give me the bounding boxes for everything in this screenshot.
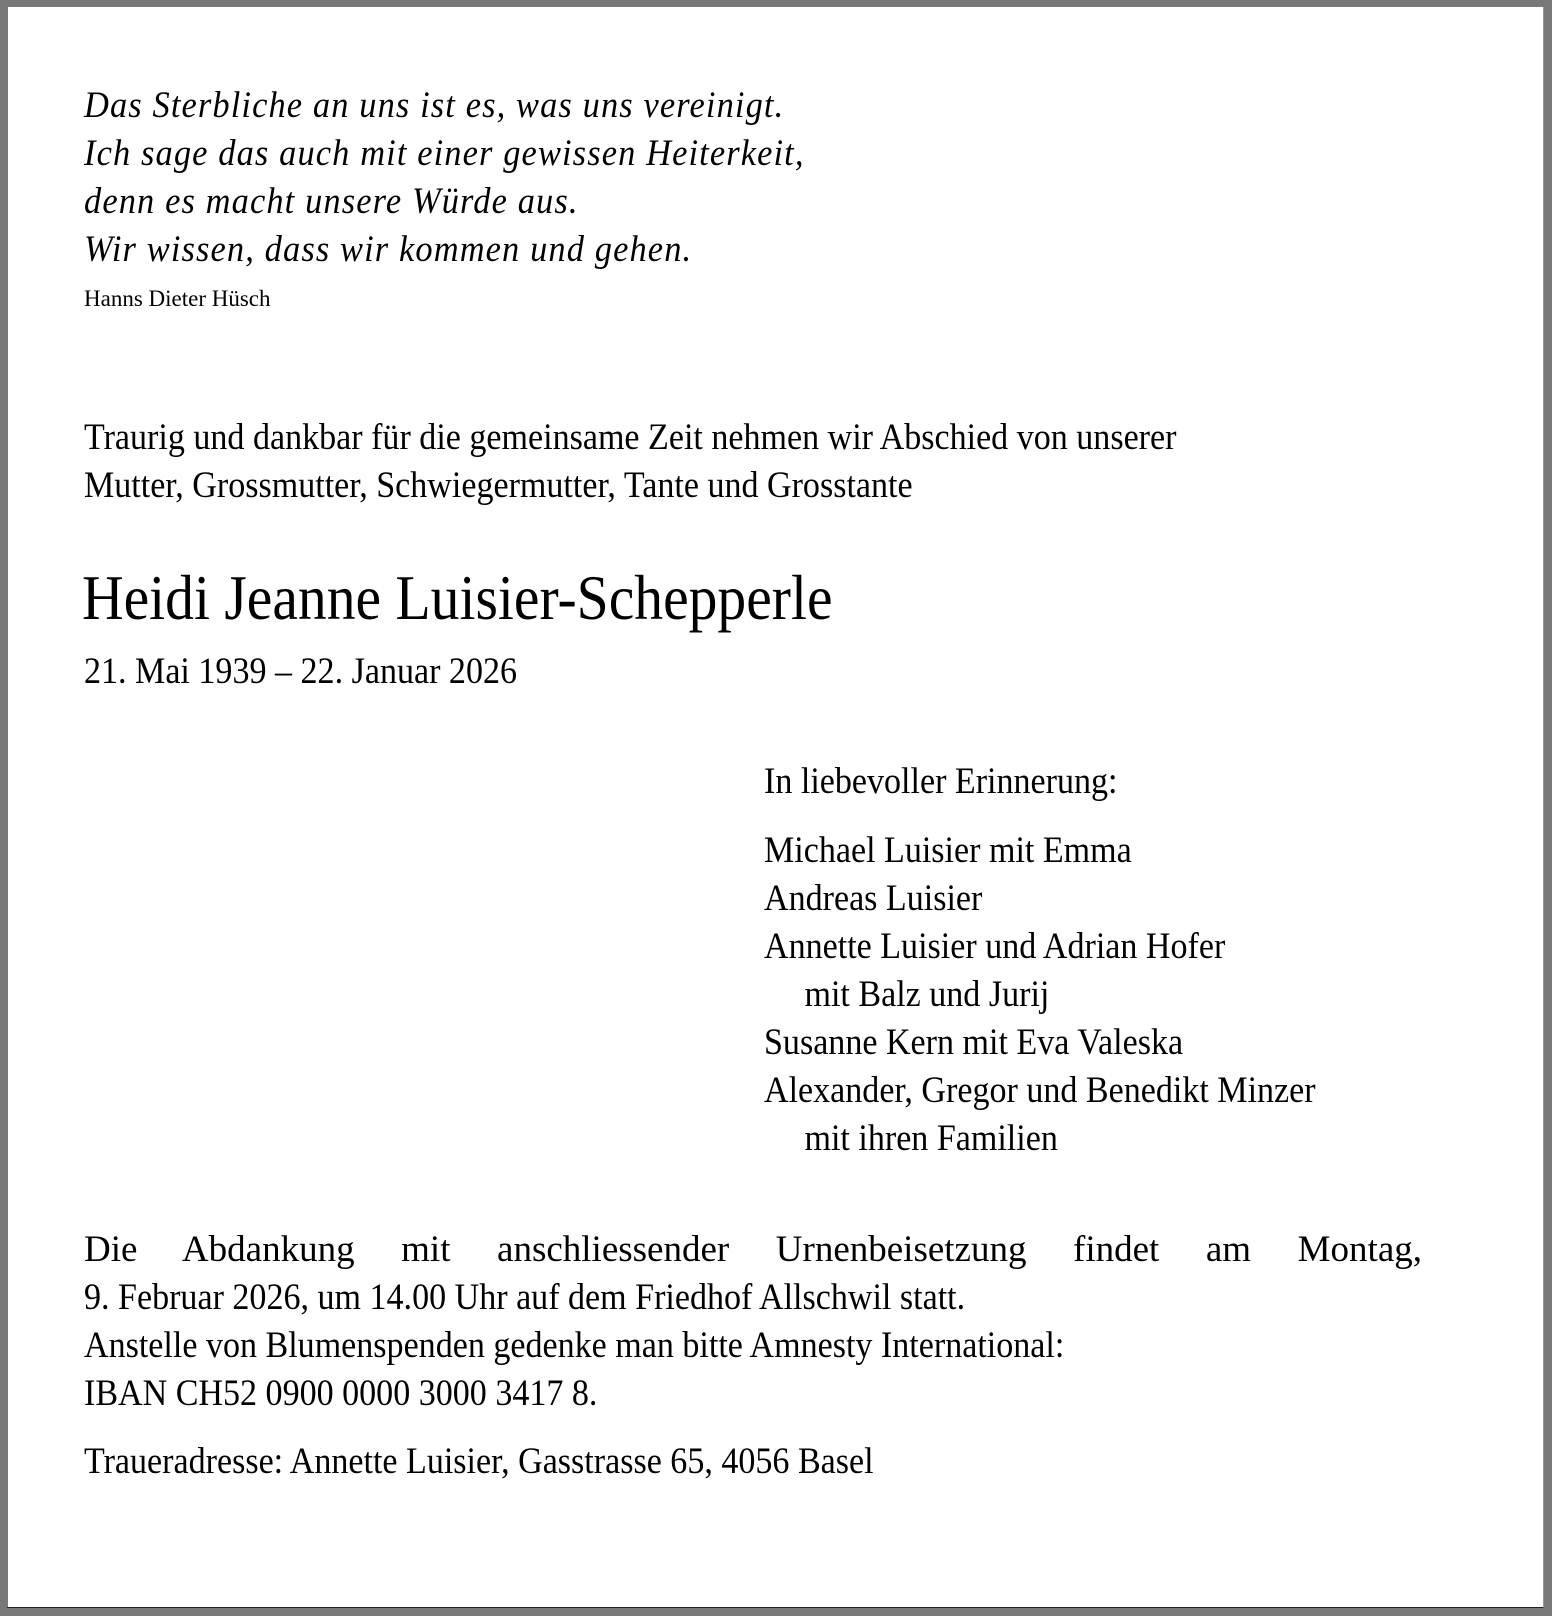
mourner-line: Michael Luisier mit Emma [764,830,1132,871]
poem-line: denn es macht unsere Würde aus. [84,181,579,222]
mourner-line-indented: mit Balz und Jurij [804,974,1050,1015]
mourners-list [764,827,1316,1163]
poem-line: Wir wissen, dass wir kommen und gehen. [84,229,693,270]
mourner-line-indented: mit ihren Familien [804,1118,1058,1159]
life-dates: 21. Mai 1939 – 22. Januar 2026 [84,651,518,692]
funeral-line: 9. Februar 2026, um 14.00 Uhr auf dem Friedhof Allschwil statt. [84,1277,966,1318]
mourner-line: Alexander, Gregor und Benedikt Minzer [764,1070,1316,1111]
mourner-line: Susanne Kern mit Eva Valeska [764,1022,1184,1063]
mourner-line: Andreas Luisier [764,878,983,919]
iban-line: IBAN CH52 0900 0000 3000 3417 8. [84,1373,598,1414]
poem-author: Hanns Dieter Hüsch [84,286,271,311]
mourner-line: Annette Luisier und Adrian Hofer [764,926,1226,967]
funeral-notice [84,1226,1422,1418]
poem-line: Ich sage das auch mit einer gewissen Heiterkeit, [84,133,805,174]
intro-text [84,414,1176,510]
mourning-address: Traueradresse: Annette Luisier, Gasstrasse 65, 4056 Basel [84,1441,874,1482]
intro-line: Mutter, Grossmutter, Schwiegermutter, Tante und Grosstante [84,465,913,506]
intro-line: Traurig und dankbar für die gemeinsame Zeit nehmen wir Abschied von unserer [84,417,1177,458]
poem-line: Das Sterbliche an uns ist es, was uns vereinigt. [84,85,785,126]
memory-heading: In liebevoller Erinnerung: [764,761,1118,802]
donation-line: Anstelle von Blumenspenden gedenke man bitte Amnesty International: [84,1325,1065,1366]
deceased-name: Heidi Jeanne Luisier-Schepperle [82,562,833,633]
poem [84,82,805,274]
funeral-line: Die Abdankung mit anschliessender Urnenbeisetzung findet am Montag, [84,1229,1422,1270]
